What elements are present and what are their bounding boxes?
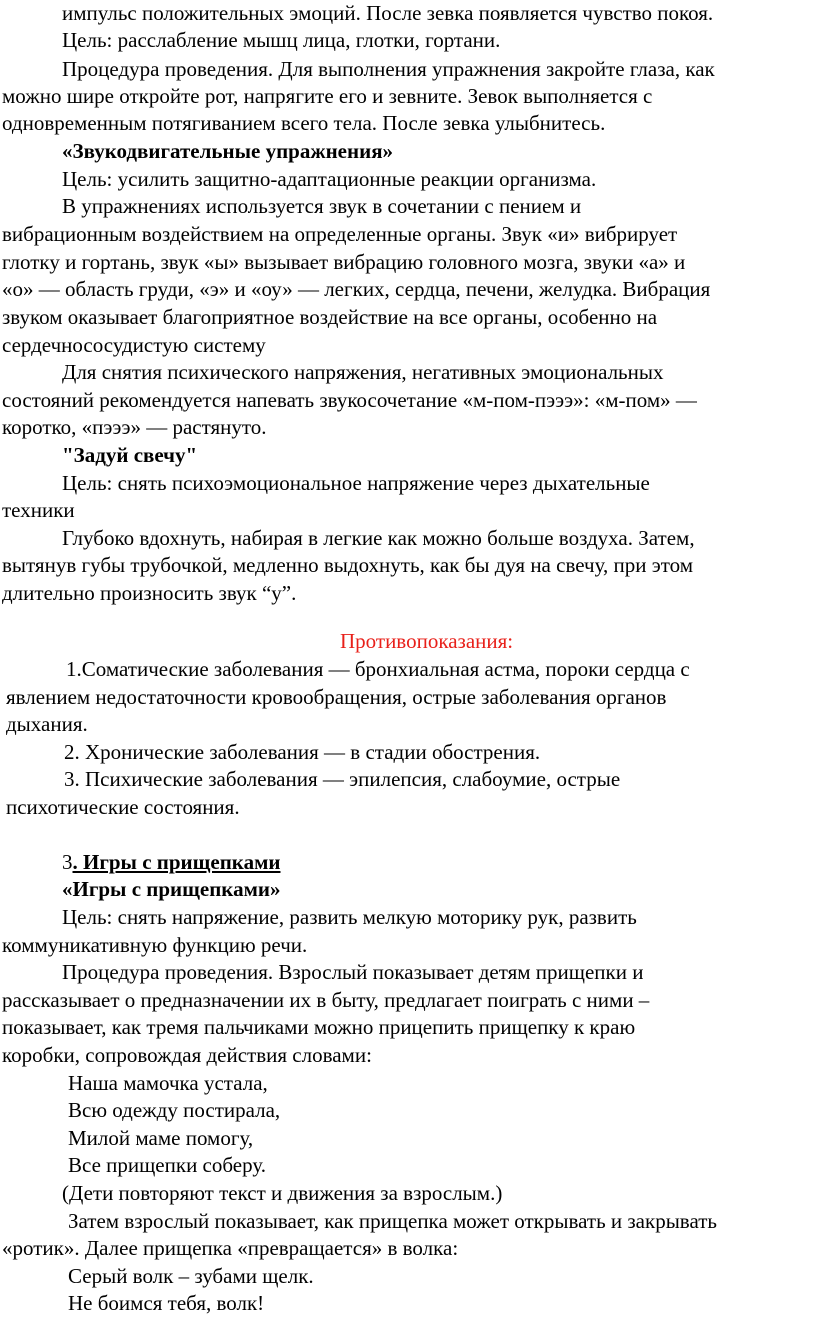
text-line: звуком оказывает благоприятное воздействие на все органы, особенно на [2, 305, 658, 329]
text-line: Процедура проведения. Для выполнения упражнения закройте глаза, как [62, 57, 715, 81]
poem-line: Всю одежду постирала, [68, 1098, 281, 1122]
text-line: «о» — область груди, «э» и «оу» — легких, сердца, печени, желудка. Вибрация [2, 277, 711, 301]
text-line: Для снятия психического напряжения, негативных эмоциональных [62, 360, 664, 384]
text-line: можно шире откройте рот, напрягите его и зевните. Зевок выполняется с [2, 84, 653, 108]
section-heading: «Игры с прищепками» [62, 877, 281, 901]
text-line: коротко, «пэээ» — растянуто. [2, 415, 267, 439]
text-line: глотку и гортань, звук «ы» вызывает вибрацию головного мозга, звуки «а» и [2, 250, 686, 274]
text-line: показывает, как тремя пальчиками можно прицепить прищепку к краю [2, 1015, 636, 1039]
poem-line: Все прищепки соберу. [68, 1153, 266, 1177]
text-line: вытянув губы трубочкой, медленно выдохнуть, как бы дуя на свечу, при этом [2, 553, 694, 577]
text-line: Затем взрослый показывает, как прищепка может открывать и закрывать [68, 1209, 717, 1233]
text-line: техники [2, 498, 75, 522]
text-line: В упражнениях используется звук в сочетании с пением и [62, 194, 582, 218]
poem-line: Не боимся тебя, волк! [68, 1291, 265, 1315]
text-line: 2. Хронические заболевания — в стадии обострения. [64, 740, 541, 764]
text-line: сердечнососудистую систему [2, 333, 266, 357]
text-line: Цель: усилить защитно-адаптационные реакции организма. [62, 167, 597, 191]
text-line: Цель: снять напряжение, развить мелкую моторику рук, развить [62, 905, 637, 929]
text-line: коробки, сопровождая действия словами: [2, 1043, 372, 1067]
poem-line: Милой маме помогу, [68, 1126, 254, 1150]
text-line: длительно произносить звук “у”. [2, 581, 297, 605]
text-line: 1.Соматические заболевания — бронхиальная астма, пороки сердца с [66, 657, 690, 681]
text-line: рассказывает о предназначении их в быту, предлагает поиграть с ними – [2, 988, 650, 1012]
contraindications-heading: Противопоказания: [340, 629, 514, 653]
text-line: Цель: снять психоэмоциональное напряжение через дыхательные [62, 471, 650, 495]
text-line: психотические состояния. [6, 795, 240, 819]
poem-line: Наша мамочка устала, [68, 1071, 268, 1095]
text-line: Цель: расслабление мышц лица, глотки, гортани. [62, 28, 501, 52]
text-line: Глубоко вдохнуть, набирая в легкие как можно больше воздуха. Затем, [62, 526, 695, 550]
section-number-digit: 3 [62, 850, 73, 874]
text-line: 3. Психические заболевания — эпилепсия, слабоумие, острые [64, 767, 621, 791]
text-line: коммуникативную функцию речи. [2, 933, 308, 957]
section-heading: "Задуй свечу" [62, 443, 198, 467]
text-line: (Дети повторяют текст и движения за взрослым.) [62, 1181, 503, 1205]
section-heading: «Звукодвигательные упражнения» [62, 139, 394, 163]
text-line: импульс положительных эмоций. После зевка появляется чувство покоя. [62, 1, 714, 25]
section-number [62, 849, 280, 876]
text-line: «ротик». Далее прищепка «превращается» в волка: [2, 1236, 459, 1260]
text-line: состояний рекомендуется напевать звукосочетание «м-пом-пэээ»: «м-пом» — [2, 388, 697, 412]
text-line: одновременным потягиванием всего тела. После зевка улыбнитесь. [2, 111, 606, 135]
section-title: . Игры с прищепками [72, 850, 281, 874]
text-line: явлением недостаточности кровообращения, острые заболевания органов [6, 685, 667, 709]
text-line: Процедура проведения. Взрослый показывает детям прищепки и [62, 960, 644, 984]
text-line: вибрационным воздействием на определенные органы. Звук «и» вибрирует [2, 222, 678, 246]
text-line: дыхания. [6, 712, 88, 736]
poem-line: Серый волк – зубами щелк. [68, 1264, 314, 1288]
